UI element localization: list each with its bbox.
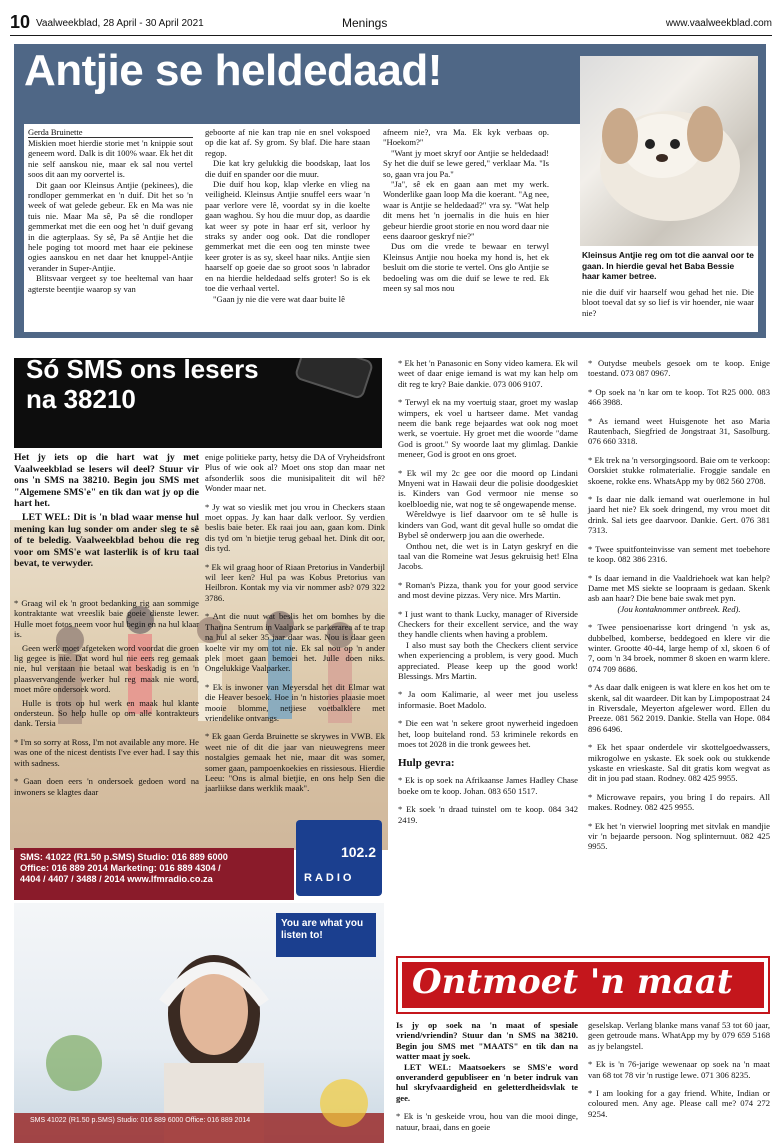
ontmoet-column-1: Is jy op soek na 'n maat of spesiale vriend/vriendin? Stuur dan 'n SMS na 38210. Begin jou SMS met "MAATS" en tik dan na watter maat jy soek. LET WEL: Maatsoekers se SMS'e word onveranderd gepubliseer en 'n beter indruk van hul skryfvaardigheid en geletterdheidsvlak te gee. * Ek is 'n geskeide vrou, hou van die mooi dinge, natuur, braai, dans en goeie — [396, 1020, 578, 1132]
photo-caption: Kleinsus Antjie reg om tot die aanval oor te gaan. In hierdie geval het Baba Bessie haar kamer betree. — [582, 250, 754, 281]
section-name: Menings — [342, 16, 388, 30]
ontmoet-banner — [396, 956, 770, 1014]
radio-contact-strip: SMS: 41022 (R1.50 p.SMS) Studio: 016 889 6000 Office: 016 889 2014 Marketing: 016 889 4304 / 4404 / 4407 / 3488 / 2014 www.lfmradio.co.za — [14, 848, 294, 900]
sms-intro: Het jy iets op die hart wat jy met Vaalweekblad se lesers wil deel? Stuur vir ons 'n SMS na 38210. Begin jou SMS met "Algemene SMS'e" en tik dan wat jy op die hart het. — [14, 452, 199, 510]
radio-tagline: You are what you listen to! — [276, 913, 376, 957]
sms-column-3: * Ek het 'n Panasonic en Sony video kamera. Ek wil weet of daar enige iemand is wat my kan help om dit reg te kry? Baie dankie. 073 006 9107. * Terwyl ek na my voertuig staar, groet my waslap wimpers, ek voel u hartseer dame. Met vandag neem die bank rege bejaardes wat ook nog moet werk, se voertuie. Hy groet met die woorde "dame God is groot." Sy woorde laat my glimlag. Dankie meneer, God is groot en ons groet. * Ek wil my 2c gee oor die moord op Lindani Mnyeni wat in Hawaii deur die polisie doodgeskiet is. Kinders van God vermoor nie mense so koelbloedig nie, wat nog te sê ongewapende mense. Wêreldwye is lief daarvoor om te sê hulle is kinders van God, want dit geval hulle so omdat die Bybel sê onderwerp jou aan die owerhede. Onthou net, die wet is in Latyn geskryf en die taal van die Romeine wat Jesus gekruisig het! Elna Jacobs. * Roman's Pizza, thank you for your good service and most devine pizzas. Very nice. Mrs Martin. * I just want to thank Lucky, manager of Riverside Checkers for their excellent service, and the way they handle clients when having a problem. I also must say both the Checkers client service when experiencing a problem, is very good. Much appreciated. Please keep up the good work! Blessings. Mrs Martin. * Ja oom Kalimarie, al weer met jou useless informasie. Boet Madolo. * Die een wat 'n sekere groot nywerheid ingedoen het, loop buiteland rond. 53 kriminele rekords en moes tot 2028 in die tronk gewees het. Hulp gevra: * Ek is op soek na Afrikaanse James Hadley Chase boeke om te koop. Johan. 083 650 1517. * Ek soek 'n draad tuinstel om te koop. 084 342 2419. — [398, 358, 578, 825]
sms-let-wel: LET WEL: Dit is 'n blad waar mense hul mening kan lug sonder om ander sleg te sê of te beledig. Vaalweekblad behou die reg voor om SMS'e wat lasterlik is of kru taal bevat, te verwyder. — [14, 511, 199, 570]
sms-banner — [14, 358, 382, 448]
article-byline: Gerda Bruinette — [28, 127, 193, 138]
dog-photo — [580, 56, 758, 246]
article-photo — [580, 56, 758, 246]
sms-column-4: * Outydse meubels gesoek om te koop. Enige toestand. 073 087 0967. * Op soek na 'n kar om te koop. Tot R25 000. 083 466 3988. * As iemand weet Huisgenote het aso Maria Rautenbach, Siegfried de Jongstraat 31, Sasolburg. 076 660 3318. * Ek trek na 'n versorgingsoord. Baie om te verkoop: Oorskiet stukke rolmaterialie. Froggie sandale en skoene, rokke ens. WhatsApp my by 082 560 2708. * Is daar nie dalk iemand wat ouerlemone in hul jaard het nie? Ek soek dringend, my vrou moet dit drink. Sal iets gee daarvoor. Dankie. Gert. 076 381 7313. * Twee spuitfonteinvisse van sement met toebehore te koop. 082 386 2316. * Is daar iemand in die Vaaldriehoek wat kan help? Dame met MS siekte se loopraam is gedaan. Skenk asb aan haar? Die bene baie swak met pyn. (Jou kontaknommer ontbreek. Red). * Twee pensioenarisse kort dringend 'n ysk as, dubbelbed, komberse, beddegoed en klere vir die winter. Grootte 40-44, large hemp of xl, skoen 6 of 7, oom 'n 34 broek, nommer 8 skoen en warm klere. 074 709 8686. * As daar dalk enigeen is wat klere en kos het om te skenk, sal dit waardeer. Dit kan by Limpopostraat 24 in Riversdale, Meyerton afgelewer word. Ellen du Preeze. 081 562 2019. Dankie. Stella van Hope. 084 896 6496. * Ek het spaar onderdele vir skottelgoedwassers, mikrogolwe en yskaste. Ek soek ook ou stukkende yskaste en vrieskaste. Sal dit gratis kom wegvat as dit in jou pad staan. Rodney. 082 425 9955. * Microwave repairs, you bring I do repairs. All makes. Rodney. 082 425 9955. * Ek het 'n vierwiel loopring met sitvlak en mandjie vir 'n bejaarde persoon. Nog splinternuut. 082 425 9955. — [588, 358, 770, 852]
article-column-1: Miskien moet hierdie storie met 'n knippie sout geneem word. Dalk is dit 100% waar. Ek het dit nie self aanskou nie, maar ek sal nou vertel soos dit aan my oorvertel is. Dit gaan oor Kleinsus Antjie (pekinees), die rondloper gemmerkat en 'n duif. Dit het so 'n week of wat gelede gebeur. Ek en Ma was nie tuis nie. Maar Ma sê, Pa sê die rondloper gemmerkat met die een oog het 'n duif gevang in die agterplaas. Sy sê, Pa sê Antjie het die hele poging tot moord met haar eie pekinese ogies aanskou en net daar het knuppel-Antjie verander in Super-Antjie. Blitsvaar vergeet sy toe heeltemal van haar agterste beentjie waarop sy van — [28, 138, 193, 294]
radio-ad — [14, 903, 384, 1143]
sms-banner-title: Só SMS ons lesers na 38210 — [26, 358, 259, 414]
article-column-2: geboorte af nie kan trap nie en snel vokspoed op die kat af. Sy grom. Sy blaf. Die hare staan regop. Die kat kry gelukkig die boodskap, laat los die duif en spander oor die muur. Die duif hou kop, klap vlerke en vlieg na veiligheid. Kleinsus Antjie snuffel eers waar 'n paar verlore vere lê, voordat sy in die koelte gaan waghou. Sy hou die muur dop, as daardie kat weer sy pote in haar erf sit, verloor hy straks sy ander oog ook. Dat die rondloper gemmerkat met die een oog ten minste twee keer groter is as sy, skeel haar niks. Antjie sien haarself op goeie dae so groot soos 'n labrador en na hierdie heldedaad selfs groter! So is ek toe die verhaal vertel. "Gaan jy nie die vere wat daar buite lê — [205, 127, 370, 304]
publication-date: Vaalweekblad, 28 April - 30 April 2021 — [36, 18, 204, 29]
radio-small-line: SMS 41022 (R1.50 p.SMS) Studio: 016 889 6000 Office: 016 889 2014 — [30, 1117, 251, 1124]
page-header — [10, 14, 772, 36]
article-headline: Antjie se heldedaad! — [24, 46, 442, 95]
article-column-3: afneem nie?, vra Ma. Ek kyk verbaas op. "Hoekom?" "Want jy moet skryf oor Antjie se heldedaad! Sy het die duif se lewe gered," verklaar Ma. "Is so, gaan vra jou Pa." "Ja", sê ek en gaan aan met my werk. Wonderlike gaan loop Ma die koerant. "Ag nee, waar is Antjie se heldedaad?" vra sy. "Wat help dit mens het 'n joernalis in die huis en hier gebeur hierdie groot storie en nou word daar nie eens daaroor geskryf nie?" Dus om die vrede te bewaar en terwyl Kleinsus Antjie nou hoeka my hond is, het ek besluit om die storie te vertel. Ons glo Antjie se bedoeling was om die duif se lewe te red. Ek meen sy sal mos nou — [383, 127, 549, 294]
hulp-gevra-heading: Hulp gevra: — [398, 757, 455, 770]
website: www.vaalweekblad.com — [665, 18, 772, 29]
article-column-4: nie die duif vir haarself wou gehad het nie. Die bloot toeval dat sy so lief is vir hoender, nie waar nie? — [582, 287, 754, 318]
ontmoet-column-2: geselskap. Verlang blanke mans vanaf 53 tot 60 jaar, geen getroude mans. WhatApp my by 079 659 5168 as jy belangstel. * Ek is 'n 76-jarige wewenaar op soek na 'n maat van 68 tot 78 vir 'n rustige lewe. 071 306 8235. * I am looking for a gay friend. White, Indian or coloured men. Any age. Please call me? 074 272 9254. — [588, 1020, 770, 1119]
radio-logo: 102.2 RADIO — [296, 820, 382, 896]
sms-column-1: * Graag wil ek 'n groot bedanking rig aan sommige kontraktante wat vreeslik baie goeie dienste lewer. Hulle moet fotos neem voor hul begin en na hul klaar is. Geen werk moet afgeteken word voordat die groen lig gegee is nie. Dat word hul nie eers reg gemaak nie, hul verstaan nie betaal wat beskadig is en 'n plaasvervangende werker hul reg maak nie word, moet môre ondersoek word. Hulle is trots op hul werk en maak hul klante ondersteun. So help hulle op om alle kontrakteurs dank. Tersia * I'm so sorry at Ross, I'm not available any more. He was one of the nicest dentists I've ever had. I say this with sadness. * Gaan doen eers 'n ondersoek gedoen word na inwoners se klagtes daar — [14, 598, 199, 797]
sms-column-2: enige politieke party, hetsy die DA of Vryheidsfront Plus of wie ook al? Moet ons stop dan maar net afsonderlik soos die munisipaliteit dit wil hê? Wonder maar net. * Jy wat so vieslik met jou vrou in Checkers staan moet oppas. Jy kan haar dalk verloor. Sy verdien beslis baie beter. Ek raai jou aan, gaan kom. Dink dis tyd om 'n bietjie terug gebaal het. Dink dit oor, dis tyd. * Ek wil graag hoor of Riaan Pretorius in Vanderbijl wil leer ken? Hul pa was Kobus Pretorius van Heilbron. Kontak my via vir nommer asb? 079 322 3786. * Ant die nuut wat beslis het om bomhes by die Tharina Sentrum in Vaalpark se parkerarea af te trap na hul al seker 35 jaar daar was. Nou is daar geen koelte vir my om tot nie. Ek sal nou op 'n ander plek moet gaan bemoei het. Julle doen niks. Ongelukkige Vaalparker. * Ek is inwoner van Meyersdal het dit Elmar wat die Heaver besoek. Hoe in 'n histories plaasie moet mooie blomme, netjiese voetbalklere met vriendelike ontvangs. * Ek gaan Gerda Bruinette se skrywes in VWB. Ek weet nie of dit die jaar van nieuwegrens meer nostalgies gemaak het nie, maar dit was somer, somer gaan, pampoenkoekies en rissiesous. Hierdie Leeu: "Ons is almal bietjie, en ons help Sen die jaarliikse dans werklik maak". — [205, 452, 385, 794]
sms-intro-box — [14, 452, 199, 570]
ontmoet-title: Ontmoet 'n maat — [412, 962, 733, 1002]
page-number: 10 — [10, 12, 31, 32]
